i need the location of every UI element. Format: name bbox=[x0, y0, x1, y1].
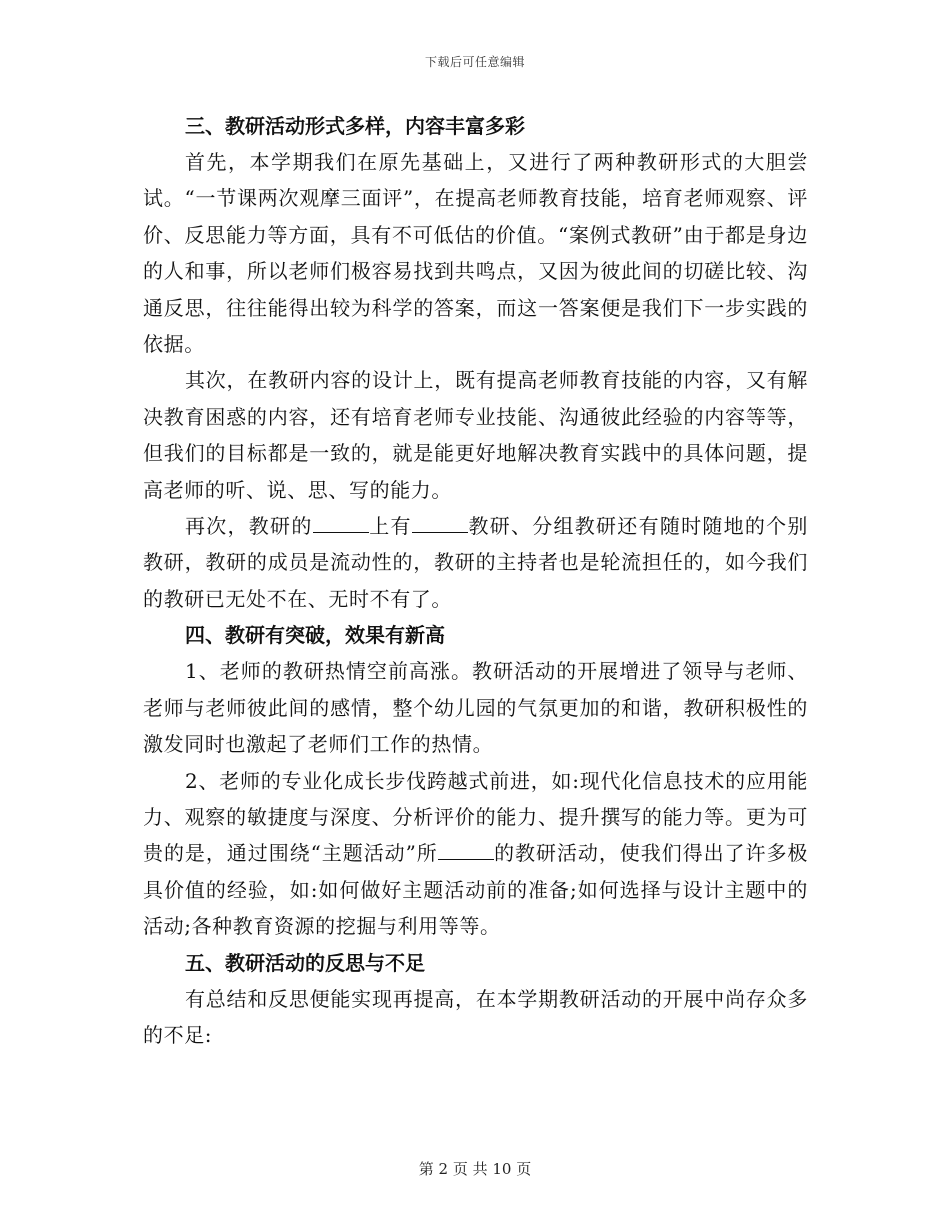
paragraph: 首先，本学期我们在原先基础上，又进行了两种教研形式的大胆尝试。“一节课两次观摩三面评”，在提高老师教育技能，培育老师观察、评价、反思能力等方面，具有不可低估的价值。“案例式教研”由于都是身边的人和事，所以老师们极容易找到共鸣点，又因为彼此间的切磋比较、沟通反思，往往能得出较为科学的答案，而这一答案便是我们下一步实践的依据。 bbox=[143, 150, 808, 357]
paragraph: 有总结和反思便能实现再提高，在本学期教研活动的开展中尚存众多的不足: bbox=[143, 986, 808, 1047]
paragraph-with-blanks bbox=[143, 763, 808, 945]
section-heading: 四、教研有突破，效果有新高 bbox=[185, 623, 445, 648]
paragraph-text: 2、老师的专业化成长步伐跨越式前进，如:现代化信息技术的应用能力、观察的敏捷度与深度、分析评价的能力、提升撰写的能力等。更为可贵的是，通过围绕“主题活动”所 bbox=[143, 768, 808, 866]
paragraph-text: 的教研活动，使我们得出了许多极具价值的经验，如:如何做好主题活动前的准备;如何选择与设计主题中的活动;各种教育资源的挖掘与利用等等。 bbox=[143, 841, 809, 939]
section-heading: 五、教研活动的反思与不足 bbox=[185, 950, 425, 975]
paragraph: 其次，在教研内容的设计上，既有提高老师教育技能的内容，又有解决教育困惑的内容，还有培育老师专业技能、沟通彼此经验的内容等等，但我们的目标都是一致的，就是能更好地解决教育实践中的具体问题，提高老师的听、说、思、写的能力。 bbox=[143, 368, 808, 502]
document-body bbox=[143, 108, 808, 1053]
section-heading: 三、教研活动形式多样，内容丰富多彩 bbox=[185, 114, 525, 138]
header-note: 下载后可任意编辑 bbox=[424, 55, 525, 69]
blank-line bbox=[412, 516, 468, 533]
paragraph-text: 上有 bbox=[368, 514, 412, 539]
paragraph-text: 教研、分组教研还有随时随地的个别教研，教研的成员是流动性的，教研的主持者也是轮流担任的，如今我们的教研已无处不在、无时不有了。 bbox=[143, 514, 809, 611]
paragraph-text: 再次，教研的 bbox=[185, 514, 313, 539]
page-number-footer: 第 2 页 共 10 页 bbox=[418, 1160, 532, 1178]
paragraph-with-blanks bbox=[143, 508, 808, 617]
blank-line bbox=[313, 516, 369, 533]
paragraph: 1、老师的教研热情空前高涨。教研活动的开展增进了领导与老师、老师与老师彼此间的感情，整个幼儿园的气氛更加的和谐，教研积极性的激发同时也激起了老师们工作的热情。 bbox=[143, 659, 808, 757]
blank-line bbox=[438, 843, 494, 860]
